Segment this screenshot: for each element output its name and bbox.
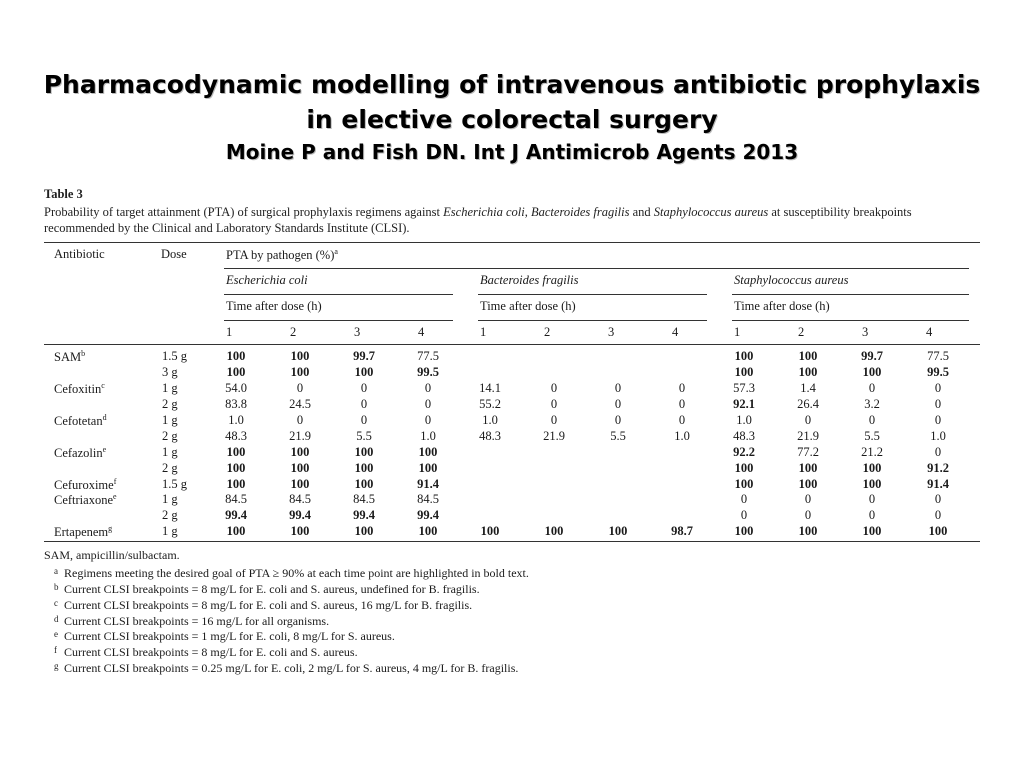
pta-cell: 100 <box>418 461 438 475</box>
footnote: c Current CLSI breakpoints = 8 mg/L for E. coli and S. aureus, 16 mg/L for B. fragilis. <box>54 598 473 612</box>
pta-cell: 1.0 <box>482 413 498 427</box>
pta-cell: 100 <box>798 524 818 538</box>
pta-cell: 0 <box>424 381 432 395</box>
antibiotic-name: Ertapenem$^g$ <box>54 524 113 540</box>
pta-cell: 99.7 <box>353 349 375 363</box>
pta-cell: 0 <box>550 397 558 411</box>
pta-cell: 84.5 <box>353 492 375 506</box>
footnote: d Current CLSI breakpoints = 16 mg/L for all organisms. <box>54 614 330 628</box>
pta-cell: 99.4 <box>225 508 247 522</box>
col-header-dose: Dose <box>161 247 187 261</box>
pta-cell: 0 <box>550 381 558 395</box>
hour-header: 1 <box>734 325 741 339</box>
pta-cell: 100 <box>734 349 754 363</box>
pta-cell: 100 <box>798 349 818 363</box>
dose-cell: 1 g <box>162 524 178 538</box>
dose-cell: 1 g <box>162 445 178 459</box>
pta-cell: 3.2 <box>864 397 880 411</box>
pta-cell: 24.5 <box>289 397 311 411</box>
pta-cell: 100 <box>290 461 310 475</box>
hour-header: 4 <box>926 325 933 339</box>
hour-header: 2 <box>290 325 297 339</box>
pta-cell: 100 <box>290 524 310 538</box>
footnote: g Current CLSI breakpoints = 0.25 mg/L for E. coli, 2 mg/L for S. aureus, 4 mg/L for B. fragilis. <box>54 661 519 675</box>
antibiotic-name: Cefotetan$^d$ <box>54 413 107 429</box>
pta-cell: 83.8 <box>225 397 247 411</box>
pta-cell: 0 <box>360 413 368 427</box>
pta-cell: 0 <box>868 508 876 522</box>
pta-cell: 0 <box>678 397 686 411</box>
dose-cell: 1 g <box>162 492 178 506</box>
pta-cell: 92.2 <box>733 445 755 459</box>
pta-cell: 5.5 <box>610 429 626 443</box>
pta-cell: 100 <box>418 524 438 538</box>
pta-cell: 0 <box>934 492 942 506</box>
pta-cell: 100 <box>928 524 948 538</box>
pta-cell: 100 <box>544 524 564 538</box>
footnote: a Regimens meeting the desired goal of PTA ≥ 90% at each time point are highlighted in bold text. <box>54 566 529 580</box>
pta-cell: 100 <box>734 477 754 491</box>
pta-cell: 0 <box>424 397 432 411</box>
pta-cell: 0 <box>360 381 368 395</box>
hour-header: 3 <box>862 325 869 339</box>
pta-cell: 0 <box>740 492 748 506</box>
pta-cell: 100 <box>418 445 438 459</box>
saur-time-rule <box>732 320 969 321</box>
pta-cell: 100 <box>608 524 628 538</box>
pta-cell: 0 <box>934 508 942 522</box>
pathogen-header-bfragilis: Bacteroides fragilis <box>480 273 579 287</box>
pta-cell: 100 <box>290 349 310 363</box>
footnote: e Current CLSI breakpoints = 1 mg/L for E. coli, 8 mg/L for S. aureus. <box>54 629 395 643</box>
pta-cell: 1.0 <box>930 429 946 443</box>
pta-cell: 100 <box>226 524 246 538</box>
header-bottom-rule <box>44 344 980 345</box>
pta-cell: 21.9 <box>797 429 819 443</box>
pta-cell: 0 <box>868 413 876 427</box>
pta-cell: 1.0 <box>674 429 690 443</box>
col-header-antibiotic: Antibiotic <box>54 247 105 261</box>
hour-header: 1 <box>480 325 487 339</box>
dose-cell: 2 g <box>162 508 178 522</box>
pta-cell: 91.4 <box>417 477 439 491</box>
pta-cell: 100 <box>290 365 310 379</box>
pta-cell: 0 <box>678 413 686 427</box>
antibiotic-name: SAM$^b$ <box>54 349 86 365</box>
pta-cell: 100 <box>798 461 818 475</box>
pta-cell: 100 <box>862 461 882 475</box>
ecoli-time-rule <box>224 320 453 321</box>
pta-cell: 100 <box>862 365 882 379</box>
hour-header: 3 <box>354 325 361 339</box>
dose-cell: 1.5 g <box>162 349 187 363</box>
pta-cell: 57.3 <box>733 381 755 395</box>
pta-cell: 55.2 <box>479 397 501 411</box>
antibiotic-name: Cefuroxime$^f$ <box>54 477 117 493</box>
pta-cell: 0 <box>934 413 942 427</box>
pta-cell: 100 <box>354 524 374 538</box>
pta-cell: 0 <box>614 381 622 395</box>
pta-cell: 100 <box>734 365 754 379</box>
dose-cell: 2 g <box>162 461 178 475</box>
pta-cell: 0 <box>934 397 942 411</box>
pta-cell: 100 <box>354 445 374 459</box>
table-label: Table 3 <box>44 187 83 201</box>
pta-rule <box>224 268 969 269</box>
pta-cell: 21.2 <box>861 445 883 459</box>
pta-cell: 5.5 <box>864 429 880 443</box>
pta-cell: 1.0 <box>420 429 436 443</box>
antibiotic-name: Ceftriaxone$^e$ <box>54 492 117 508</box>
pta-cell: 0 <box>868 381 876 395</box>
slide-title-line2: in elective colorectal surgery <box>306 105 718 134</box>
table-bottom-rule <box>44 541 980 542</box>
table-caption: Probability of target attainment (PTA) of surgical prophylaxis regimens against Escherichia coli, Bacteroides fragilis and Staphylococcus aureus at susceptibility breakpoints recommended by the Clinical and Laboratory Standards Institute (CLSI). <box>44 205 912 235</box>
pta-cell: 100 <box>226 445 246 459</box>
pta-cell: 100 <box>226 461 246 475</box>
pta-cell: 99.4 <box>289 508 311 522</box>
pta-cell: 92.1 <box>733 397 755 411</box>
pta-cell: 21.9 <box>543 429 565 443</box>
saur-rule <box>732 294 969 295</box>
pta-cell: 0 <box>934 381 942 395</box>
pta-cell: 0 <box>360 397 368 411</box>
col-header-pta: PTA by pathogen (%)$^a$ <box>226 247 338 263</box>
time-header-saureus: Time after dose (h) <box>734 299 830 313</box>
pta-cell: 0 <box>614 397 622 411</box>
pta-cell: 100 <box>290 477 310 491</box>
pta-cell: 100 <box>734 524 754 538</box>
pta-cell: 0 <box>868 492 876 506</box>
pta-cell: 91.4 <box>927 477 949 491</box>
pta-cell: 0 <box>804 413 812 427</box>
hour-header: 3 <box>608 325 615 339</box>
pta-cell: 84.5 <box>225 492 247 506</box>
pta-cell: 26.4 <box>797 397 819 411</box>
table-top-rule <box>44 242 980 243</box>
pta-cell: 100 <box>226 365 246 379</box>
pta-cell: 84.5 <box>289 492 311 506</box>
pta-cell: 100 <box>798 365 818 379</box>
pta-cell: 48.3 <box>733 429 755 443</box>
pta-cell: 48.3 <box>225 429 247 443</box>
pta-cell: 0 <box>804 492 812 506</box>
pta-cell: 100 <box>480 524 500 538</box>
pta-cell: 100 <box>734 461 754 475</box>
antibiotic-name: Cefazolin$^e$ <box>54 445 107 461</box>
pta-cell: 0 <box>804 508 812 522</box>
time-header-ecoli: Time after dose (h) <box>226 299 322 313</box>
pta-cell: 100 <box>354 365 374 379</box>
pta-cell: 100 <box>226 477 246 491</box>
pta-cell: 99.4 <box>353 508 375 522</box>
pta-cell: 0 <box>296 381 304 395</box>
pta-cell: 1.0 <box>736 413 752 427</box>
slide-subtitle: Moine P and Fish DN. Int J Antimicrob Agents 2013 <box>225 140 799 164</box>
pta-cell: 21.9 <box>289 429 311 443</box>
bfrag-time-rule <box>478 320 707 321</box>
pta-cell: 0 <box>614 413 622 427</box>
pta-cell: 77.5 <box>417 349 439 363</box>
hour-header: 2 <box>544 325 551 339</box>
pta-cell: 100 <box>354 461 374 475</box>
pta-cell: 1.4 <box>800 381 816 395</box>
pathogen-header-saureus: Staphylococcus aureus <box>734 273 849 287</box>
hour-header: 4 <box>672 325 679 339</box>
pta-cell: 0 <box>934 445 942 459</box>
hour-header: 4 <box>418 325 425 339</box>
pathogen-header-ecoli: Escherichia coli <box>226 273 308 287</box>
antibiotic-name: Cefoxitin$^c$ <box>54 381 105 397</box>
pta-cell: 54.0 <box>225 381 247 395</box>
pta-cell: 100 <box>290 445 310 459</box>
pta-cell: 100 <box>226 349 246 363</box>
pta-cell: 14.1 <box>479 381 501 395</box>
time-header-bfragilis: Time after dose (h) <box>480 299 576 313</box>
pta-cell: 99.5 <box>417 365 439 379</box>
pta-cell: 100 <box>862 477 882 491</box>
pta-cell: 0 <box>296 413 304 427</box>
pta-cell: 99.5 <box>927 365 949 379</box>
pta-cell: 91.2 <box>927 461 949 475</box>
ecoli-rule <box>224 294 453 295</box>
pta-cell: 0 <box>550 413 558 427</box>
pta-cell: 0 <box>678 381 686 395</box>
pta-cell: 99.4 <box>417 508 439 522</box>
dose-cell: 2 g <box>162 397 178 411</box>
dose-cell: 3 g <box>162 365 178 379</box>
pta-cell: 100 <box>798 477 818 491</box>
slide-title: Pharmacodynamic modelling of intravenous antibiotic prophylaxis <box>43 70 981 99</box>
footnote: SAM, ampicillin/sulbactam. <box>44 548 180 562</box>
footnote: b Current CLSI breakpoints = 8 mg/L for E. coli and S. aureus, undefined for B. fragilis. <box>54 582 480 596</box>
dose-cell: 2 g <box>162 429 178 443</box>
pta-cell: 1.0 <box>228 413 244 427</box>
pta-cell: 0 <box>424 413 432 427</box>
pta-cell: 98.7 <box>671 524 693 538</box>
pta-cell: 99.7 <box>861 349 883 363</box>
hour-header: 1 <box>226 325 233 339</box>
pta-cell: 0 <box>740 508 748 522</box>
footnote: f Current CLSI breakpoints = 8 mg/L for E. coli and S. aureus. <box>54 645 358 659</box>
dose-cell: 1.5 g <box>162 477 187 491</box>
pta-cell: 5.5 <box>356 429 372 443</box>
bfrag-rule <box>478 294 707 295</box>
pta-cell: 100 <box>862 524 882 538</box>
pta-cell: 77.5 <box>927 349 949 363</box>
pta-cell: 77.2 <box>797 445 819 459</box>
pta-cell: 84.5 <box>417 492 439 506</box>
hour-header: 2 <box>798 325 805 339</box>
pta-cell: 48.3 <box>479 429 501 443</box>
dose-cell: 1 g <box>162 381 178 395</box>
pta-cell: 100 <box>354 477 374 491</box>
dose-cell: 1 g <box>162 413 178 427</box>
